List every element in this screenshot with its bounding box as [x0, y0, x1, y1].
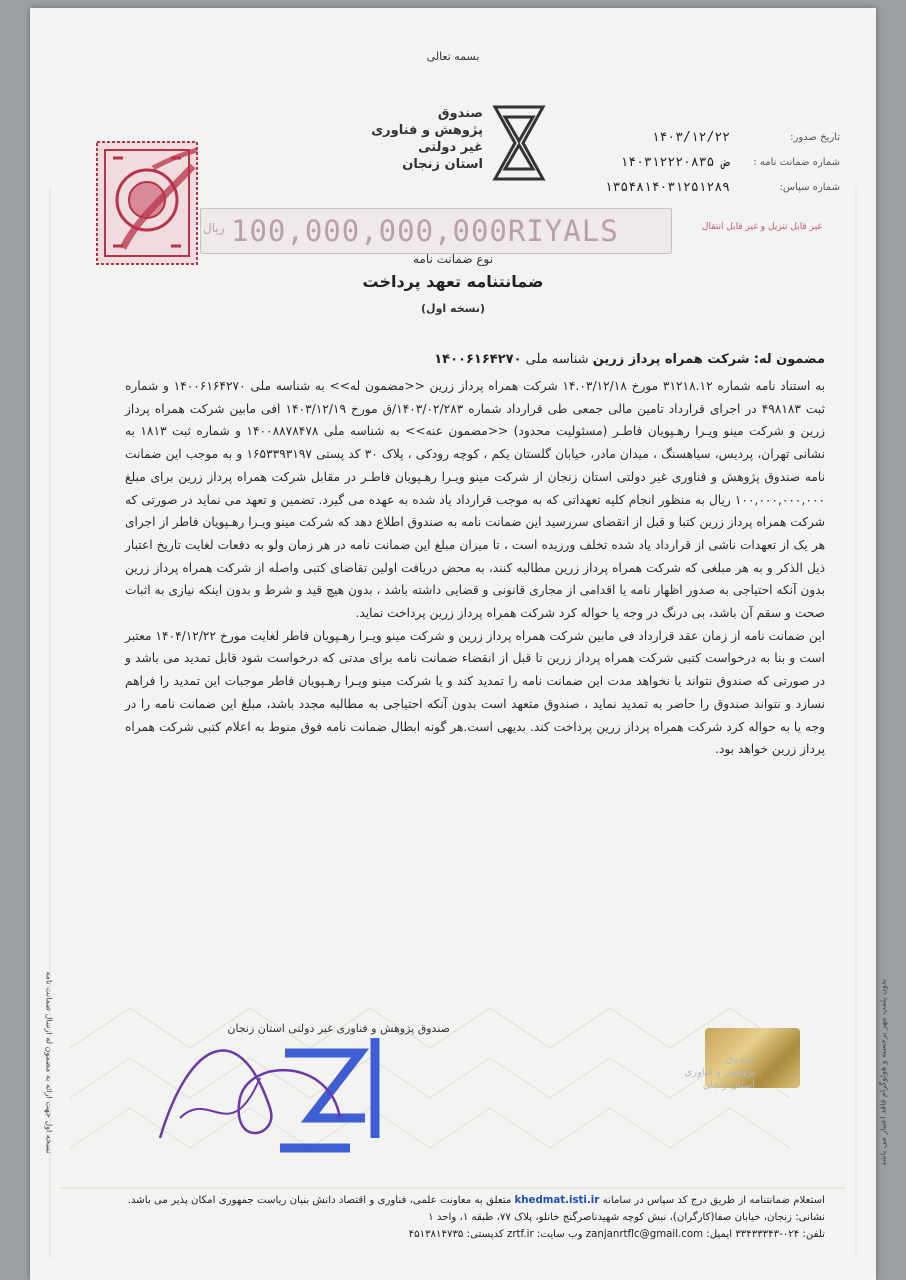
footer-address: نشانی: زنجان، خیابان صفا(کارگران)، نبش کوچه شهیدناصرگنج خانلو، پلاک ۷۷، طبقه ۱، واحد ۱ — [428, 1212, 825, 1223]
beneficiary-name: شرکت همراه پرداز زرین — [592, 352, 750, 367]
basmala: بسمه تعالی — [426, 50, 480, 63]
logo-wordmark: صندوق پژوهش و فناوری غیر دولتی استان زنجان — [371, 106, 483, 172]
guarantee-number-label: شماره ضمانت نامه : — [753, 157, 840, 168]
copy-label: (نسخه اول) — [421, 302, 485, 315]
guarantee-number: ض ۱۴۰۳۱۲۲۲۰۸۳۵ — [620, 155, 730, 170]
sepas-number-label: شماره سپاس: — [779, 182, 840, 193]
beneficiary-id: ۱۴۰۰۶۱۶۴۲۷۰ — [434, 352, 522, 367]
revenue-stamp-icon — [93, 138, 201, 268]
embossed-seal-text: صندوق پژوهش و فناوری استان زنجان — [684, 1054, 755, 1091]
beneficiary-line — [125, 352, 825, 367]
footer-inquiry: استعلام ضمانتنامه از طریق درج کد سپاس در سامانه khedmat.isti.ir متعلق به معاونت علمی، فناوری و اقتصاد دانش بنیان ریاست جمهوری امکان پذیر می باشد. — [127, 1195, 825, 1206]
side-note-left: نسخه اول جهت ارائه به مضمون له ارسال ضمانت نامه — [44, 971, 54, 1154]
issue-date: ۱۴۰۳/۱۲/۲۲ — [651, 130, 730, 145]
footer-contact: تلفن: ۰۲۴-۳۳۴۳۳۳۴۳ ایمیل: zanjanrtflc@gmail.com وب سایت: zrtf.ir کدپستی: ۴۵۱۳۸۱۴۷۳۵ — [408, 1229, 825, 1240]
amount-value: 100,000,000,000RIYALS — [231, 214, 619, 248]
footer — [125, 1192, 825, 1243]
guarantee-type-label: نوع ضمانت نامه — [412, 252, 494, 266]
side-note-right: بدون پلمپ مهر برجسته و هولوگرام فاقد اعتبار می باشد — [878, 978, 888, 1167]
inquiry-link[interactable]: khedmat.isti.ir — [514, 1195, 600, 1206]
sepas-number: ۱۳۵۴۸۱۴۰۳۱۲۵۱۲۸۹ — [604, 180, 730, 195]
beneficiary-label: مضمون له: — [753, 352, 825, 367]
document-title: ضمانتنامه تعهد پرداخت — [362, 272, 544, 291]
body-paragraph-1: به استناد نامه شماره ۳۱۲۱۸.۱۲ مورخ ۱۴.۰۳/۱۲/۱۸ شرکت همراه پرداز زرین <<مضمون له>> به شناسه ملی ۱۴۰۰۶۱۶۴۲۷۰ و شماره ثبت ۴۹۸۱۸۳ در اجرای قرارداد تامین مالی جمعی طی قرارداد شماره ۱۴۰۳/۰۲/۲۸۳/ق مورخ ۱۴۰۳/۱۲/۱۹ افی مابین شرکت همراه پرداز زرین و شرکت مینو ویـرا رهـپویان فاطـر (مسئولیت محدود) <<مضمون عنه>> به شناسه ملی ۱۴۰۰۸۸۷۸۴۷۸ و شماره ثبت ۱۸۱۳ به نشانی تهران، پردیس، سیاهسنگ ، میدان مادر، خیابان گلستان یکم ، کوچه رودکی ، پلاک ۳۰ کد پستی ۱۶۵۳۳۹۳۱۹۷ و به موجب این ضمانت نامه صندوق پژوهش و فناوری غیر دولتی استان زنجان از شرکت مینو ویـرا رهـپویان فاطـر در مقابل شرکت همراه پرداز زرین برای مبلغ ۱۰۰,۰۰۰,۰۰۰,۰۰۰ ریال به منظور انجام کلیه تعهداتی که به موجب قرارداد یاد شده به عهده می گیرد. تضمین و تعهد می نماید در صورتی که شرکت همراه پرداز زرین کتبا و قبل از انقضای سررسید این ضمانت نامه به صندوق اطلاع دهد که شرکت مینو ویـرا رهـپویان فاطر از اجرای هر یک از تعهدات ناشی از قرارداد یاد شده تخلف ورزیده است ، تا میزان مبلغ این ضمانت نامه در هر زمان ولو به دفعات لغایت تاریخ اعتبار ذیل الذکر و به هر مبلغی که شرکت همراه پرداز زرین مطالبه کنند، به محض دریافت اولین تقاضای کتبی واصله از شرکت همراه پرداز زرین بدون آنکه احتیاجی به صدور اظهار نامه یا اقدامی از مجاری قانونی و قضایی داشته باشد ، بدون هیچ قید و شرط و بدون اینکه نیازی به اثبات صحت و سقم آن باشد، بی درنگ در وجه یا حواله کرد شرکت همراه پرداز زرین پرداخت نماید. — [125, 379, 826, 621]
guarantee-document — [30, 8, 888, 1280]
issue-date-label: تاریخ صدور: — [790, 132, 840, 143]
transfer-note: غیر قابل تنزیل و غیر قابل انتقال — [701, 222, 822, 232]
body-paragraph-2: این ضمانت نامه از زمان عقد قرارداد فی مابین شرکت همراه پرداز زرین و شرکت مینو ویـرا رهـپویان فاطر لغایت مورخ ۱۴۰۴/۱۲/۲۲ معتبر است و بنا به درخواست کتبی شرکت همراه پرداز زرین تا قبل از انقضاء ضمانت نامه برای مدتی که درخواست شود قابل تمدید می باشد و در صورتی که صندوق نتواند یا نخواهد مدت این ضمانت نامه را تمدید کند و یا شرکت مینو ویـرا رهـپویان فاطر موجبات این تمدید را فراهم نسازد و نتواند صندوق را حاضر به تمدید نماید ، صندوق متعهد است بدون آنکه احتیاجی به مطالبه مجدد باشد، مبلغ این ضمانت نامه را در وجه یا به حواله کرد شرکت همراه پرداز زرین پرداخت کند. بدیهی است.هر گونه ابطال ضمانت نامه فوق منوط به اعلام کتبی شرکت همراه پرداز زرین خواهد بود. — [125, 628, 825, 757]
hourglass-logo-icon — [489, 103, 549, 183]
fund-logo — [365, 103, 565, 188]
beneficiary-id-label: شناسه ملی — [525, 352, 589, 367]
signature-caption: صندوق پژوهش و فناوری غیر دولتی استان زنجان — [227, 1022, 450, 1035]
meta-values — [590, 125, 730, 200]
amount-unit: ریال — [203, 221, 225, 235]
amount-box — [200, 208, 672, 254]
guarantee-body — [125, 375, 825, 761]
